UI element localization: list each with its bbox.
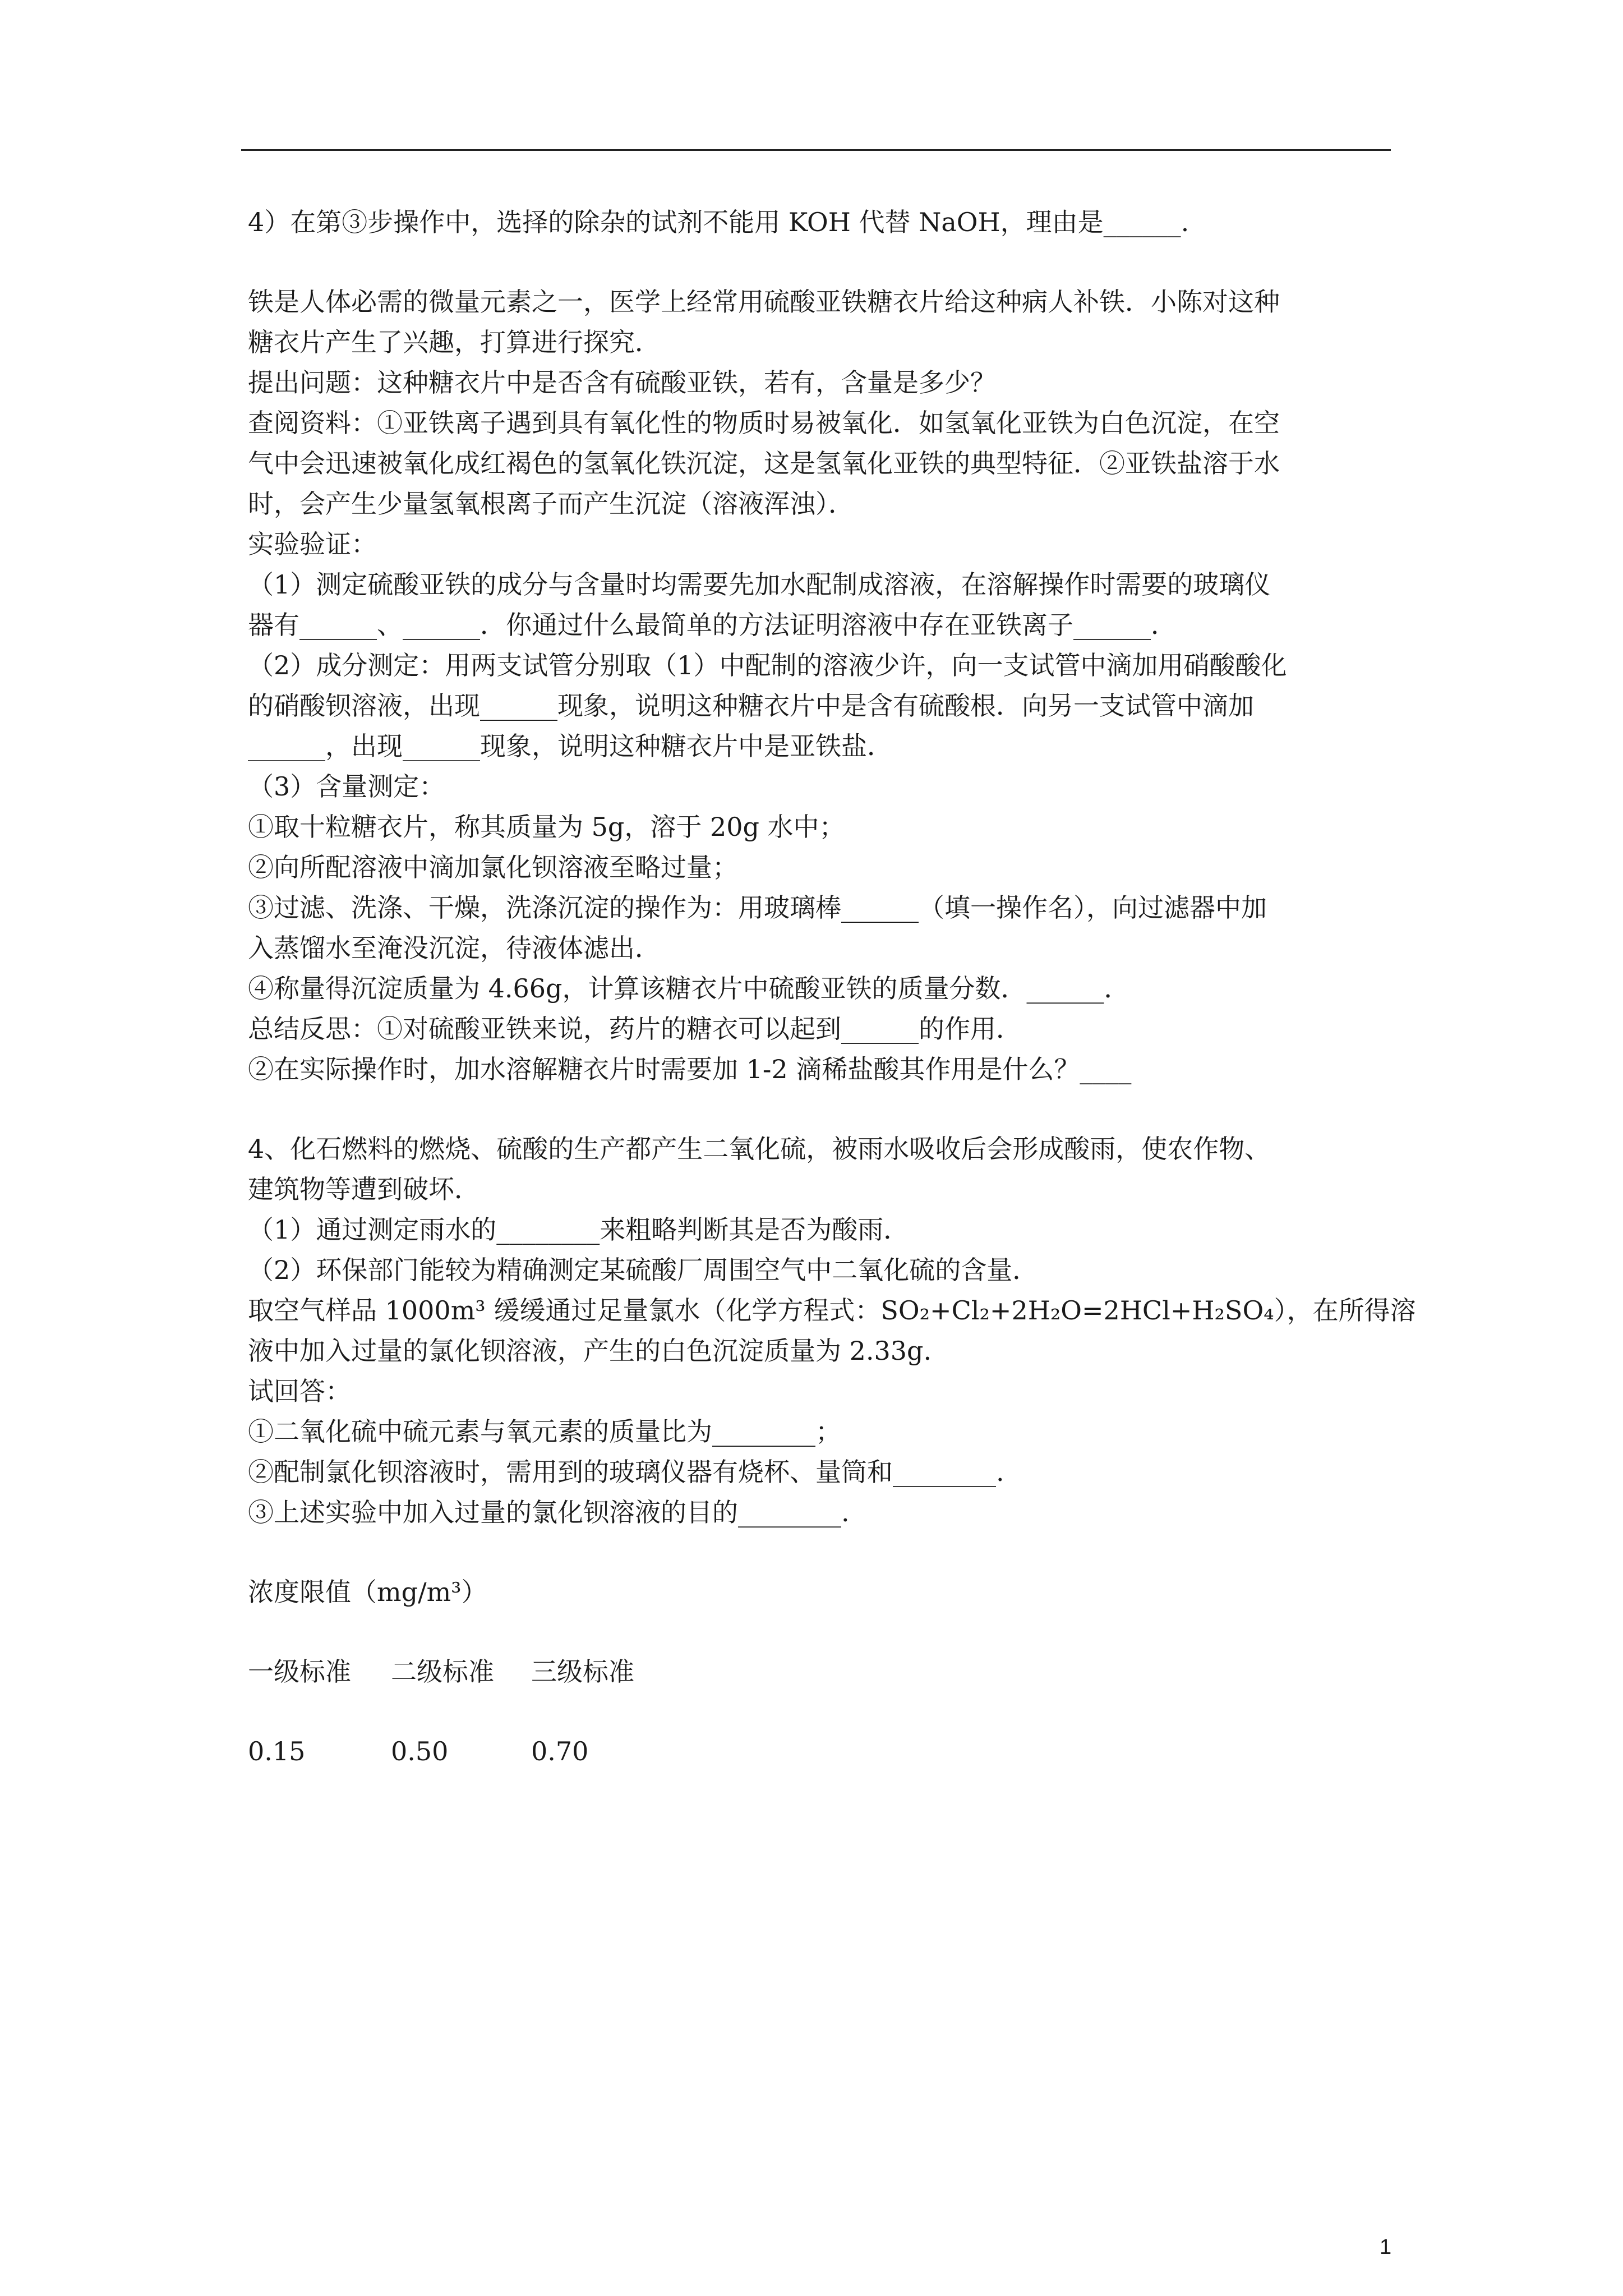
- sample-line-2: 液中加入过量的氯化钡溶液，产生的白色沉淀质量为 2.33g.: [248, 1336, 932, 1366]
- answer-item-3: ③上述实验中加入过量的氯化钡溶液的目的________.: [248, 1497, 850, 1527]
- standard-value-3: 0.70: [531, 1736, 589, 1766]
- summary-1: 总结反思：①对硫酸亚铁来说，药片的糖衣可以起到______的作用．: [248, 1014, 1022, 1044]
- raise-question: 提出问题：这种糖衣片中是否含有硫酸亚铁，若有，含量是多少？: [248, 367, 996, 398]
- standard-value-2: 0.50: [391, 1736, 449, 1766]
- reference-line-3: 时，会产生少量氢氧根离子而产生沉淀（溶液浑浊）．: [248, 489, 854, 519]
- standard-value-1: 0.15: [248, 1736, 306, 1766]
- reference-line-2: 气中会迅速被氧化成红褐色的氢氧化铁沉淀，这是氢氧化亚铁的典型特征．②亚铁盐溶于水: [248, 448, 1280, 478]
- step-1-line-1: （1）测定硫酸亚铁的成分与含量时均需要先加水配制成溶液，在溶解操作时需要的玻璃仪: [248, 569, 1271, 600]
- summary-2: ②在实际操作时，加水溶解糖衣片时需要加 1-2 滴稀盐酸其作用是什么？____: [248, 1054, 1132, 1084]
- standard-values-row: [248, 1731, 1392, 1772]
- document-body: [248, 202, 1416, 1772]
- step-3-item-3-line-1: ③过滤、洗涤、干燥，洗涤沉淀的操作为：用玻璃棒______（填一操作名），向过滤器中加: [248, 892, 1267, 923]
- step-2-line-2: 的硝酸钡溶液，出现______现象，说明这种糖衣片中是含有硫酸根．向另一支试管中滴加: [248, 691, 1254, 721]
- step-1-line-2: 器有______、______．你通过什么最简单的方法证明溶液中存在亚铁离子______．: [248, 610, 1177, 640]
- header-rule: [241, 149, 1391, 151]
- step-3-heading: （3）含量测定：: [248, 771, 445, 802]
- answer-item-1: ①二氧化硫中硫元素与氧元素的质量比为________；: [248, 1416, 841, 1447]
- iron-intro-line-2: 糖衣片产生了兴趣，打算进行探究．: [248, 327, 661, 357]
- standard-header-3: 三级标准: [531, 1657, 634, 1687]
- step-3-item-2: ②向所配溶液中滴加氯化钡溶液至略过量；: [248, 852, 738, 882]
- answer-item-2: ②配制氯化钡溶液时，需用到的玻璃仪器有烧杯、量筒和________.: [248, 1457, 1004, 1487]
- question-4-intro-line-2: 建筑物等遭到破坏．: [248, 1174, 480, 1204]
- sample-line-1: 取空气样品 1000m³ 缓缓通过足量氯水（化学方程式：SO₂+Cl₂+2H₂O=2HCl+H₂SO₄），在所得溶: [248, 1295, 1416, 1326]
- step-3-item-3-line-2: 入蒸馏水至淹没沉淀，待液体滤出．: [248, 933, 661, 963]
- concentration-limit-label: 浓度限值（mg/m³）: [248, 1577, 487, 1607]
- question-4-intro-line-1: 4、化石燃料的燃烧、硫酸的生产都产生二氧化硫，被雨水吸收后会形成酸雨，使农作物、: [248, 1134, 1271, 1164]
- page-number: 1: [1380, 2235, 1392, 2259]
- question-4-reason: 4）在第③步操作中，选择的除杂的试剂不能用 KOH 代替 NaOH，理由是______.: [248, 207, 1189, 237]
- standard-header-2: 二级标准: [391, 1657, 494, 1687]
- reference-line-1: 查阅资料：①亚铁离子遇到具有氧化性的物质时易被氧化．如氢氧化亚铁为白色沉淀，在空: [248, 408, 1280, 438]
- iron-intro-line-1: 铁是人体必需的微量元素之一，医学上经常用硫酸亚铁糖衣片给这种病人补铁．小陈对这种: [248, 287, 1280, 317]
- step-2-line-3: ______，出现______现象，说明这种糖衣片中是亚铁盐．: [248, 731, 893, 761]
- standard-header-1: 一级标准: [248, 1657, 351, 1687]
- standard-headers-row: [248, 1651, 1392, 1692]
- answer-heading: 试回答：: [248, 1376, 351, 1406]
- step-3-item-1: ①取十粒糖衣片，称其质量为 5g，溶于 20g 水中；: [248, 812, 845, 842]
- question-4-part-2: （2）环保部门能较为精确测定某硫酸厂周围空气中二氧化硫的含量．: [248, 1255, 1039, 1285]
- experiment-heading: 实验验证：: [248, 529, 377, 559]
- step-2-line-1: （2）成分测定：用两支试管分别取（1）中配制的溶液少许，向一支试管中滴加用硝酸酸化: [248, 650, 1287, 680]
- step-3-item-4: ④称量得沉淀质量为 4.66g，计算该糖衣片中硫酸亚铁的质量分数．______．: [248, 973, 1130, 1004]
- question-4-part-1: （1）通过测定雨水的________来粗略判断其是否为酸雨．: [248, 1214, 910, 1245]
